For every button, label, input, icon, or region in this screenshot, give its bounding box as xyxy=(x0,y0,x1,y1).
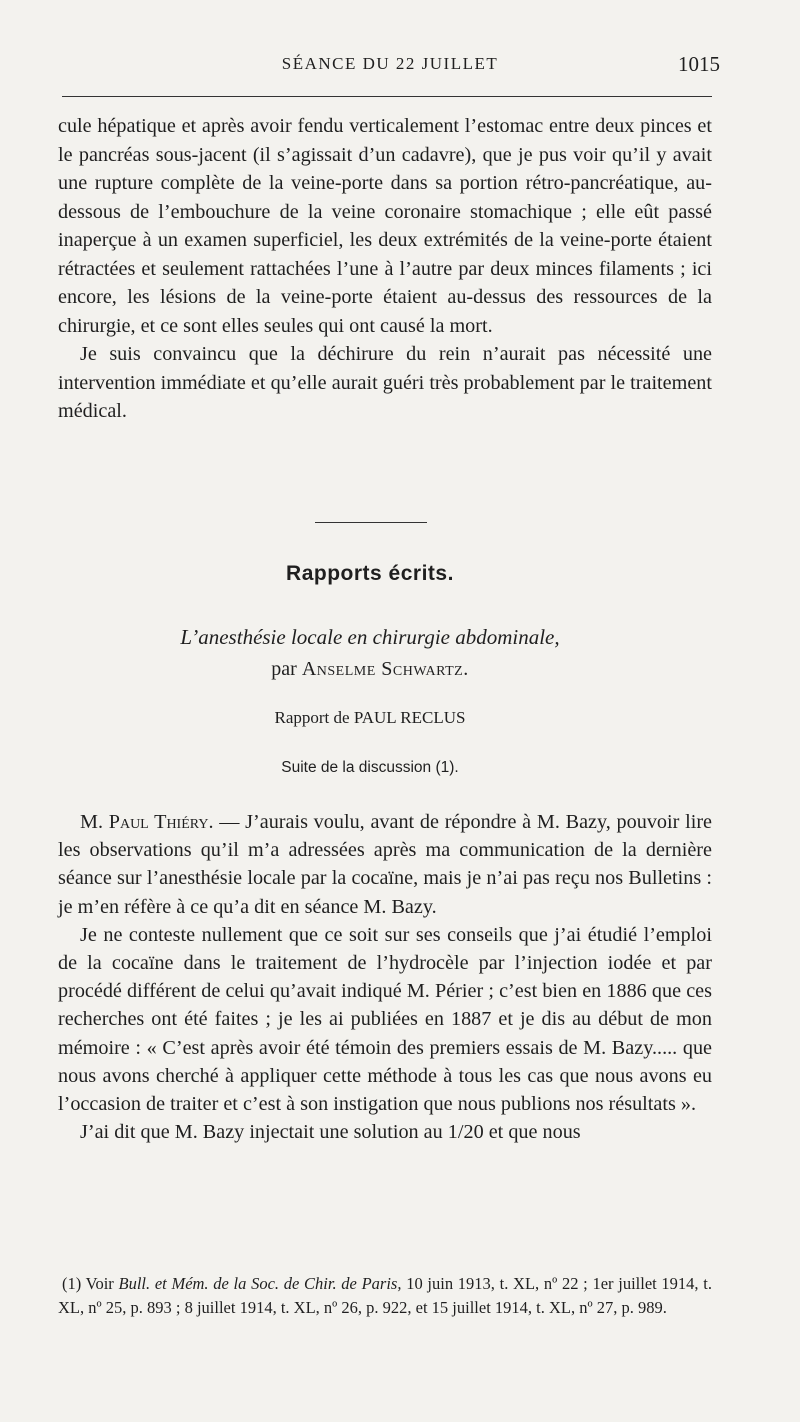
section-title: Rapports écrits. xyxy=(286,562,454,585)
page-number: 1015 xyxy=(678,52,720,76)
header-divider xyxy=(62,96,712,97)
speaker-text: — J’aurais voulu, avant de répondre à M. Bazy, pouvoir lire les observations qu’il m’a adressées après ma communication de la dernière séance sur l’anesthésie locale par la cocaïne, mais je n’ai pas reçu nos Bulletins : je m’en réfère à ce qu’a dit en séance M. Bazy. xyxy=(58,811,712,918)
article-author xyxy=(0,658,740,681)
footnote xyxy=(58,1272,712,1319)
header-title: SÉANCE DU 22 JUILLET xyxy=(281,54,499,73)
discussion-subtitle: Suite de la discussion (1). xyxy=(281,759,459,776)
footnote-number: (1) xyxy=(62,1274,82,1293)
footnote-lead: Voir xyxy=(81,1274,119,1293)
footnote-source: Bull. et Mém. de la Soc. de Chir. de Paris, xyxy=(118,1274,402,1293)
author-prefix: par xyxy=(271,658,297,680)
speaker-name: M. Paul Thiéry. xyxy=(80,811,214,833)
author-name: Anselme Schwartz. xyxy=(301,658,469,680)
body-text-top xyxy=(58,112,712,426)
report-line: Rapport de PAUL RECLUS xyxy=(274,708,466,727)
paragraph-continuation: cule hépatique et après avoir fendu verticalement l’estomac entre deux pinces et le pancréas sous-jacent (il s’agissait d’un cadavre), que je pus voir qu’il y avait une rupture complète de la veine-porte dans sa portion rétro-pancréatique, au-dessous de l’embouchure de la veine coronaire stomachique ; elle eût passé inaperçue à un examen superficiel, les deux extrémités de la veine-porte étaient rétractées et seulement rattachées l’une à l’autre par deux minces filaments ; ici encore, les lésions de la veine-porte étaient au-dessus des ressources de la chirurgie, et ce sont elles seules qui ont causé la mort. xyxy=(58,115,712,337)
paragraph-solution: J’ai dit que M. Bazy injectait une solution au 1/20 et que nous xyxy=(80,1121,581,1144)
footnote-references: 10 juin 1913, t. XL, nº 22 ; 1er juillet 1914, t. XL, nº 25, p. 893 ; 8 juillet 1914, t. XL, nº 26, p. 922, et 15 juillet 1914, t. XL, nº 27, p. 989. xyxy=(58,1274,712,1317)
section-divider xyxy=(315,522,427,523)
article-title: L’anesthésie locale en chirurgie abdominale, xyxy=(180,625,560,649)
running-header xyxy=(60,50,720,78)
body-text-discussion xyxy=(58,808,712,1146)
paragraph-hydrocele: Je ne conteste nullement que ce soit sur ses conseils que j’ai étudié l’emploi de la cocaïne dans le traitement de l’hydrocèle par l’injection iodée et par procédé différent de celui qu’avait indiqué M. Périer ; c’est bien en 1886 que ces recherches ont été faites ; je les ai publiées en 1887 et je dis au début de mon mémoire : « C’est après avoir été témoin des premiers essais de M. Bazy..... que nous avons cherché à appliquer cette méthode à tous les cas que nous avons eu l’occasion de traiter et c’est à son instigation que nous publions nos résultats ». xyxy=(58,923,712,1116)
paragraph-thiery xyxy=(58,808,712,921)
footnote-text xyxy=(58,1272,712,1319)
paragraph-conviction: Je suis convaincu que la déchirure du rein n’aurait pas nécessité une intervention immédiate et qu’elle aurait guéri très probablement par le traitement médical. xyxy=(58,343,712,422)
